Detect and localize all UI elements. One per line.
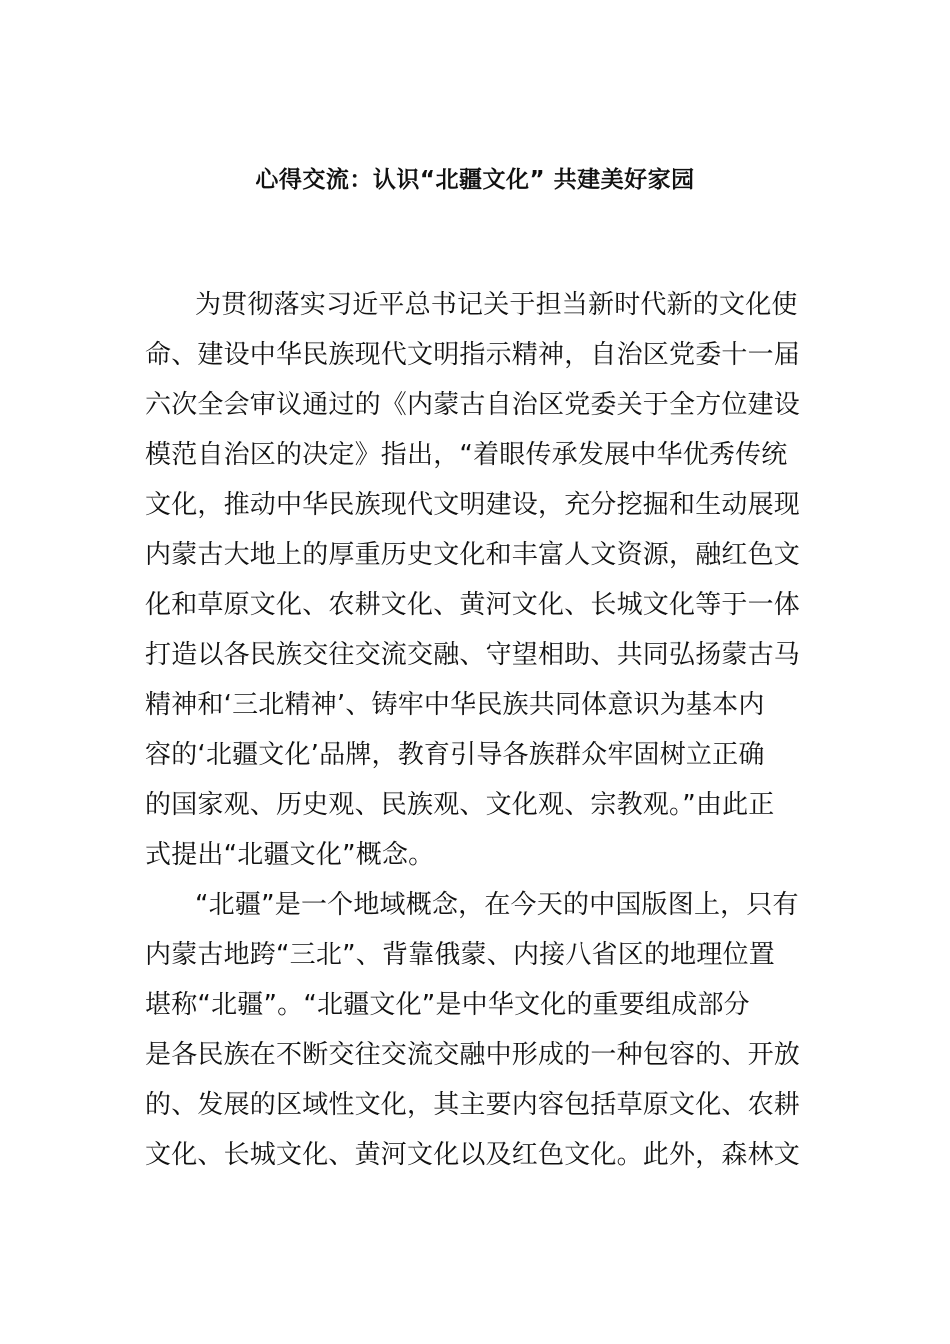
document-title: 心得交流：认识“北疆文化” 共建美好家园 [255,167,695,193]
text-line: 精神和‘三北精神’、铸牢中华民族共同体意识为基本内 [145,690,765,720]
text-line: 内蒙古地跨“三北”、背靠俄蒙、内接八省区的地理位置 [145,940,775,970]
text-line: 模范自治区的决定》指出，“着眼传承发展中华优秀传统 [145,440,788,470]
paragraph-2 [145,880,807,1180]
text-line: 打造以各民族交往交流交融、守望相助、共同弘扬蒙古马 [145,640,801,670]
document-body [145,280,807,1180]
text-line: 命、建设中华民族现代文明指示精神，自治区党委十一届 [145,340,801,370]
text-line: 式提出“北疆文化”概念。 [145,840,435,870]
text-line: 内蒙古大地上的厚重历史文化和丰富人文资源，融红色文 [145,540,801,570]
text-line: 文化、长城文化、黄河文化以及红色文化。此外，森林文 [145,1140,801,1170]
text-line: 的国家观、历史观、民族观、文化观、宗教观。”由此正 [145,790,775,820]
text-line: “北疆”是一个地域概念，在今天的中国版图上，只有 [195,890,799,920]
text-line: 容的‘北疆文化’品牌，教育引导各族群众牢固树立正确 [145,740,765,770]
text-line: 化和草原文化、农耕文化、黄河文化、长城文化等于一体 [145,590,801,620]
text-line: 为贯彻落实习近平总书记关于担当新时代新的文化使 [195,290,798,320]
paragraph-1 [145,280,807,880]
text-line: 六次全会审议通过的《内蒙古自治区党委关于全方位建设 [145,390,801,420]
text-line: 是各民族在不断交往交流交融中形成的一种包容的、开放 [145,1040,801,1070]
text-line: 的、发展的区域性文化，其主要内容包括草原文化、农耕 [145,1090,801,1120]
text-line: 堪称“北疆”。“北疆文化”是中华文化的重要组成部分 [145,990,750,1020]
text-line: 文化，推动中华民族现代文明建设，充分挖掘和生动展现 [145,490,801,520]
